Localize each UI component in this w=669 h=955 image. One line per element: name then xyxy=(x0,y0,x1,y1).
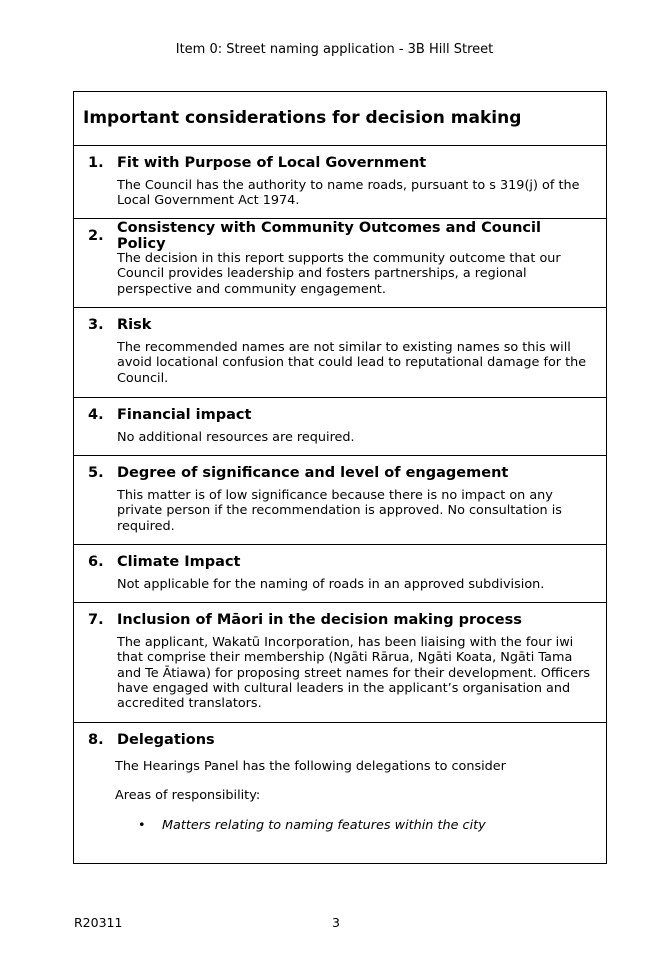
list-item: • Matters relating to naming features within the city xyxy=(138,817,486,833)
considerations-box xyxy=(73,91,607,864)
report-reference: R20311 xyxy=(74,915,123,930)
box-title: Important considerations for decision making xyxy=(74,92,606,146)
page-number: 3 xyxy=(332,915,340,930)
section-number: 8. xyxy=(88,732,104,748)
section-number: 3. xyxy=(88,317,104,333)
section-financial xyxy=(74,398,606,456)
section-title: Delegations xyxy=(117,732,215,748)
section-delegations xyxy=(74,723,606,863)
section-title: Climate Impact xyxy=(117,554,241,570)
section-title: Financial impact xyxy=(117,407,252,423)
section-body: The decision in this report supports the community outcome that our Council provides leadership and fosters partnerships, a regional perspective and community engagement. xyxy=(117,251,561,297)
areas-of-responsibility: Areas of responsibility: xyxy=(115,788,261,804)
section-climate xyxy=(74,545,606,603)
section-title: Fit with Purpose of Local Government xyxy=(117,155,427,171)
section-purpose xyxy=(74,146,606,219)
section-significance xyxy=(74,456,606,545)
section-body: Not applicable for the naming of roads in an approved subdivision. xyxy=(117,577,545,592)
page-header: Item 0: Street naming application - 3B Hill Street xyxy=(175,42,494,57)
section-body: No additional resources are required. xyxy=(117,430,355,445)
section-number: 1. xyxy=(88,155,104,171)
section-body: This matter is of low significance because there is no impact on any private person if the recommendation is approved. No consultation is required. xyxy=(117,488,562,534)
section-title: Degree of significance and level of engagement xyxy=(117,465,509,481)
section-consistency xyxy=(74,219,606,308)
section-body: The Council has the authority to name roads, pursuant to s 319(j) of the Local Government Act 1974. xyxy=(117,178,580,209)
section-body: The applicant, Wakatū Incorporation, has been liaising with the four iwi that comprise their membership (Ngāti Rārua, Ngāti Koata, Ngāti Tama and Te Ātiawa) for proposing street names for their development. Officers have engaged with cultural leaders in the applicant’s organisation and accredited translators. xyxy=(117,635,591,712)
section-title: Inclusion of Māori in the decision making process xyxy=(117,612,522,628)
section-risk xyxy=(74,308,606,398)
section-number: 7. xyxy=(88,612,104,628)
bullet-icon: • xyxy=(138,817,146,833)
section-title: Consistency with Community Outcomes and Council Policy xyxy=(116,220,541,252)
section-number: 4. xyxy=(88,407,104,423)
delegations-intro: The Hearings Panel has the following delegations to consider xyxy=(115,759,506,774)
section-maori-inclusion xyxy=(74,603,606,723)
section-title: Risk xyxy=(117,317,152,333)
section-number: 6. xyxy=(88,554,104,570)
section-number: 5. xyxy=(88,465,104,481)
section-body: The recommended names are not similar to existing names so this will avoid locational confusion that could lead to reputational damage for the Council. xyxy=(117,340,587,386)
section-number: 2. xyxy=(88,228,104,244)
